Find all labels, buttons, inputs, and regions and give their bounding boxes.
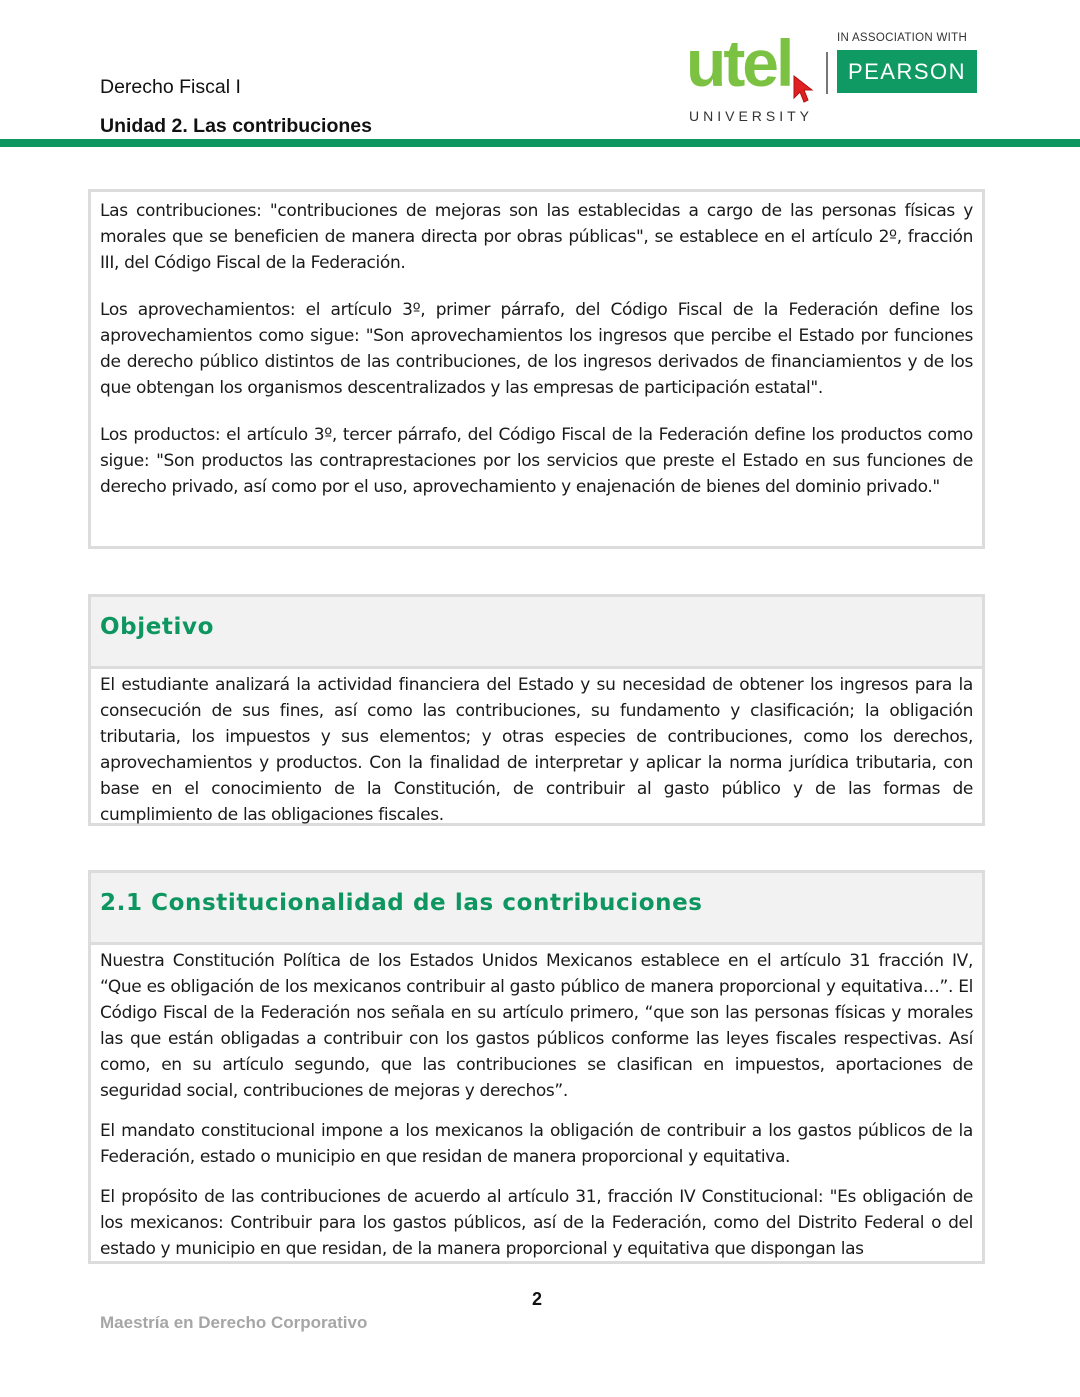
paragraph-constitucion: Nuestra Constitución Política de los Estados Unidos Mexicanos establece en el artículo 31 fracción IV, “Que es obligación de los mexicanos contribuir al gasto público de manera proporcional y equitativa…”. El Código Fiscal de la Federación nos señala en su artículo primero, “que son las personas físicas y morales las que están obligadas a contribuir con los gastos públicos conforme las leyes fiscales respectivas. Así como, en su artículo segundo, que las contribuciones se clasifican en impuestos, aportaciones de seguridad social, contribuciones de mejoras y derechos”. — [100, 951, 973, 1101]
university-label: UNIVERSITY — [689, 108, 814, 124]
paragraph-contribuciones-mejoras: Las contribuciones: "contribuciones de mejoras son las establecidas a cargo de las personas físicas y morales que se beneficien de manera directa por obras públicas", se establece en el artículo 2º, fracción III, del Código Fiscal de la Federación. — [100, 201, 973, 273]
pearson-badge: PEARSON — [837, 50, 977, 93]
utel-wordmark: utel — [686, 26, 792, 100]
definitions-box — [88, 189, 985, 549]
header-divider — [0, 139, 1080, 147]
section-2-1-body — [91, 945, 982, 1264]
definitions-body — [91, 192, 982, 502]
objective-paragraph: El estudiante analizará la actividad financiera del Estado y su necesidad de obtener los ingresos para la consecución de sus fines, así como las contribuciones, su fundamento y clasificación; la obligación tributaria, los impuestos y sus elementos; y otras especies de contribuciones, como los derechos, aprovechamientos y productos. Con la finalidad de interpretar y aplicar la norma jurídica tributaria, con base en el conocimiento de la Constitución, de contribuir al gasto público y de las formas de cumplimiento de las obligaciones fiscales. — [100, 675, 973, 825]
objective-header — [91, 597, 982, 669]
cursor-arrow-icon — [792, 74, 814, 104]
paragraph-productos: Los productos: el artículo 3º, tercer párrafo, del Código Fiscal de la Federación define los productos como sigue: "Son productos las contraprestaciones por los servicios que preste el Estado en sus funciones de derecho privado, así como por el uso, aprovechamiento y enajenación de bienes del dominio privado." — [100, 425, 973, 497]
course-title: Derecho Fiscal I — [100, 76, 241, 98]
section-2-1-header — [91, 873, 982, 945]
objective-box — [88, 594, 985, 826]
footer-program: Maestría en Derecho Corporativo — [100, 1313, 368, 1332]
section-2-1-heading: 2.1 Constitucionalidad de las contribuciones — [100, 890, 703, 916]
page-header — [0, 0, 1080, 150]
paragraph-proposito: El propósito de las contribuciones de acuerdo al artículo 31, fracción IV Constitucional: "Es obligación de los mexicanos: Contribuir para los gastos públicos, así de la Federación, como del Distrito Federal o del estado y municipio en que residan, de la manera proporcional y equitativa que dispongan las — [100, 1187, 973, 1259]
page-number: 2 — [532, 1289, 543, 1309]
paragraph-aprovechamientos: Los aprovechamientos: el artículo 3º, primer párrafo, del Código Fiscal de la Federación define los aprovechamientos como sigue: "Son aprovechamientos los ingresos que percibe el Estado por funciones de derecho público distintos de las contribuciones, de los ingresos derivados de financiamientos y de los que obtengan los organismos descentralizados y las empresas de participación estatal". — [100, 300, 973, 398]
section-2-1-box — [88, 870, 985, 1264]
paragraph-mandato: El mandato constitucional impone a los mexicanos la obligación de contribuir a los gastos públicos de la Federación, estado o municipio en que residan de manera proporcional y equitativa. — [100, 1121, 973, 1167]
objective-body — [91, 669, 982, 830]
unit-title: Unidad 2. Las contribuciones — [100, 115, 372, 137]
objective-heading: Objetivo — [100, 614, 214, 640]
association-label: IN ASSOCIATION WITH — [837, 32, 968, 44]
utel-pearson-logo — [686, 28, 986, 128]
logo-divider — [826, 52, 828, 94]
